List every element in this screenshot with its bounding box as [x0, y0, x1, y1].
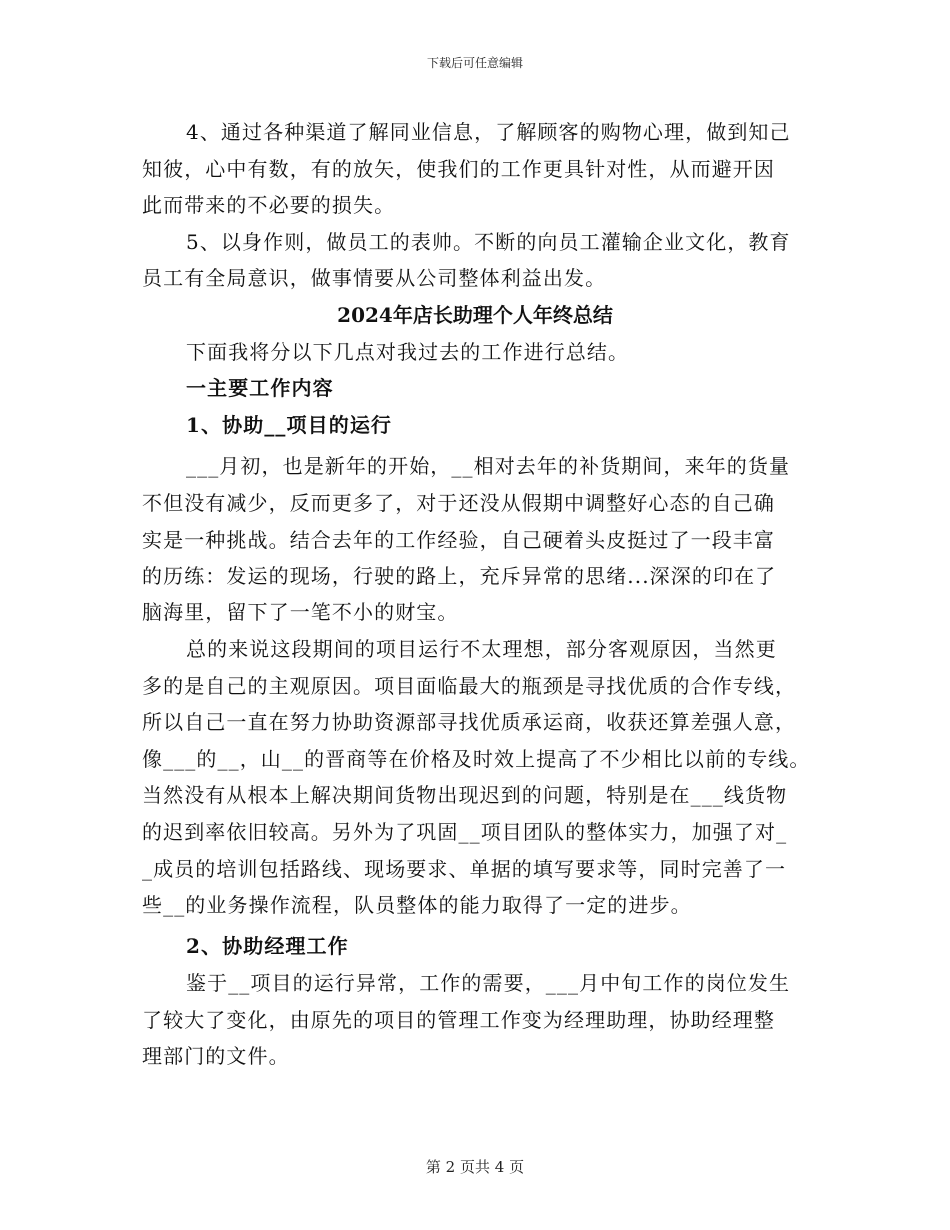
paragraph-line: 理部门的文件。: [142, 1044, 290, 1068]
paragraph-line: 此而带来的不必要的损失。: [142, 193, 396, 217]
paragraph-line: 像___的__，山__的晋商等在价格及时效上提高了不少相比以前的专线。: [142, 747, 811, 771]
paragraph-line: 4、通过各种渠道了解同业信息，了解顾客的购物心理，做到知己: [186, 120, 791, 144]
paragraph-line: 员工有全局意识，做事情要从公司整体利益出发。: [142, 266, 607, 290]
paragraph-line: 的历练：发运的现场，行驶的路上，充斥异常的思绪...深深的印在了: [142, 564, 777, 588]
paragraph-line: 实是一种挑战。结合去年的工作经验，自己硬着头皮挺过了一段丰富: [142, 528, 775, 552]
paragraph-line: 总的来说这段期间的项目运行不太理想，部分客观原因，当然更: [186, 637, 777, 661]
paragraph-line: 多的是自己的主观原因。项目面临最大的瓶颈是寻找优质的合作专线，: [142, 674, 797, 698]
section-heading: 一主要工作内容: [186, 376, 334, 400]
section-title: 2024年店长助理个人年终总结: [337, 303, 613, 327]
paragraph-line: 了较大了变化，由原先的项目的管理工作变为经理助理，协助经理整: [142, 1008, 775, 1032]
subsection-heading: 1、协助__项目的运行: [186, 413, 393, 437]
subsection-heading: 2、协助经理工作: [186, 934, 349, 958]
paragraph-line: 鉴于__项目的运行异常，工作的需要，___月中旬工作的岗位发生: [186, 971, 791, 995]
paragraph-line: ___月初，也是新年的开始，__相对去年的补货期间，来年的货量: [186, 454, 791, 478]
paragraph-line: 脑海里，留下了一笔不小的财宝。: [142, 600, 459, 624]
page-number: 第 2 页共 4 页: [425, 1158, 525, 1176]
paragraph-line: 当然没有从根本上解决期间货物出现迟到的问题，特别是在___线货物: [142, 783, 788, 807]
paragraph-line: 5、以身作则，做员工的表帅。不断的向员工灌输企业文化，教育: [186, 230, 791, 254]
paragraph-line: 的迟到率依旧较高。另外为了巩固__项目团队的整体实力，加强了对_: [142, 820, 788, 844]
paragraph-line: _成员的培训包括路线、现场要求、单据的填写要求等，同时完善了一: [142, 857, 787, 881]
paragraph-line: 知彼，心中有数，有的放矢，使我们的工作更具针对性，从而避开因: [142, 157, 775, 181]
paragraph-line: 不但没有减少，反而更多了，对于还没从假期中调整好心态的自己确: [142, 491, 775, 515]
paragraph-line: 所以自己一直在努力协助资源部寻找优质承运商，收获还算差强人意，: [142, 710, 797, 734]
page-header: 下载后可任意编辑: [426, 56, 523, 70]
paragraph-line: 下面我将分以下几点对我过去的工作进行总结。: [186, 340, 630, 364]
paragraph-line: 些__的业务操作流程，队员整体的能力取得了一定的进步。: [142, 893, 692, 917]
